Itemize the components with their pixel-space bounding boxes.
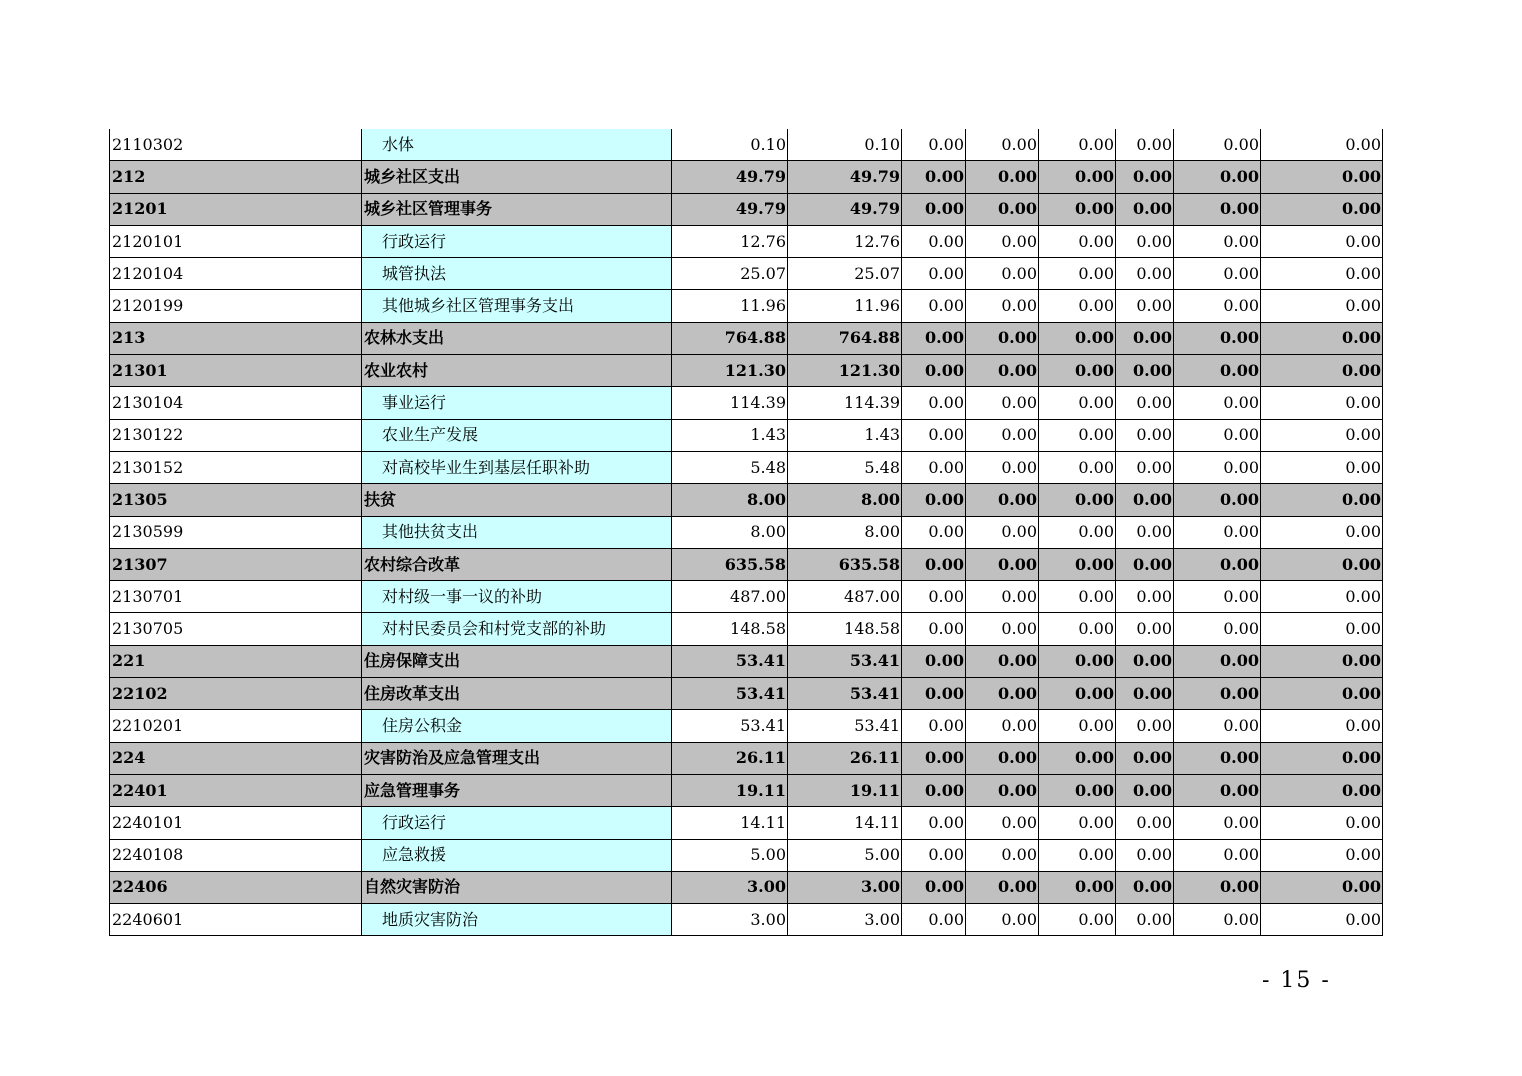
amount-cell: 0.00 — [1116, 322, 1174, 354]
amount-cell: 0.00 — [902, 613, 966, 645]
amount-cell: 148.58 — [672, 613, 788, 645]
amount-cell: 0.00 — [902, 355, 966, 387]
amount-cell: 0.00 — [1116, 645, 1174, 677]
amount-cell: 0.00 — [1261, 355, 1383, 387]
table-row — [110, 193, 1383, 225]
amount-cell: 0.00 — [1261, 548, 1383, 580]
amount-cell: 0.00 — [1116, 290, 1174, 322]
amount-cell: 3.00 — [672, 871, 788, 903]
amount-cell: 1.43 — [788, 419, 902, 451]
amount-cell: 53.41 — [672, 678, 788, 710]
amount-cell: 0.00 — [1174, 387, 1261, 419]
amount-cell: 0.00 — [902, 258, 966, 290]
amount-cell: 0.00 — [1174, 904, 1261, 936]
table-row — [110, 290, 1383, 322]
amount-cell: 764.88 — [672, 322, 788, 354]
table-row — [110, 581, 1383, 613]
subject-name: 行政运行 — [362, 807, 672, 839]
amount-cell: 0.00 — [966, 516, 1039, 548]
amount-cell: 0.00 — [902, 451, 966, 483]
amount-cell: 0.00 — [1116, 871, 1174, 903]
amount-cell: 0.00 — [1174, 451, 1261, 483]
amount-cell: 0.00 — [902, 322, 966, 354]
amount-cell: 0.00 — [902, 484, 966, 516]
amount-cell: 0.00 — [1116, 904, 1174, 936]
amount-cell: 11.96 — [788, 290, 902, 322]
amount-cell: 0.00 — [1261, 387, 1383, 419]
amount-cell: 0.00 — [1116, 516, 1174, 548]
amount-cell: 0.00 — [1039, 129, 1116, 161]
subject-code: 2120199 — [110, 290, 362, 322]
amount-cell: 0.00 — [1116, 419, 1174, 451]
amount-cell: 0.00 — [1174, 129, 1261, 161]
amount-cell: 0.00 — [1116, 710, 1174, 742]
subject-code: 224 — [110, 742, 362, 774]
amount-cell: 0.00 — [1039, 613, 1116, 645]
subject-name: 城管执法 — [362, 258, 672, 290]
amount-cell: 0.00 — [966, 774, 1039, 806]
table-row — [110, 225, 1383, 257]
amount-cell: 0.00 — [1039, 322, 1116, 354]
amount-cell: 5.00 — [672, 839, 788, 871]
amount-cell: 8.00 — [788, 516, 902, 548]
subject-code: 221 — [110, 645, 362, 677]
amount-cell: 0.00 — [966, 710, 1039, 742]
subject-code: 21201 — [110, 193, 362, 225]
subject-code: 2240601 — [110, 904, 362, 936]
amount-cell: 148.58 — [788, 613, 902, 645]
amount-cell: 0.00 — [966, 678, 1039, 710]
amount-cell: 0.00 — [1116, 129, 1174, 161]
subject-code: 2130599 — [110, 516, 362, 548]
amount-cell: 0.00 — [1039, 193, 1116, 225]
amount-cell: 8.00 — [672, 516, 788, 548]
amount-cell: 0.00 — [1116, 451, 1174, 483]
subject-name: 灾害防治及应急管理支出 — [362, 742, 672, 774]
amount-cell: 0.00 — [1261, 581, 1383, 613]
amount-cell: 0.00 — [966, 871, 1039, 903]
table-row — [110, 355, 1383, 387]
amount-cell: 0.00 — [966, 484, 1039, 516]
amount-cell: 0.00 — [902, 516, 966, 548]
amount-cell: 114.39 — [788, 387, 902, 419]
table-row — [110, 904, 1383, 936]
table-body — [110, 129, 1383, 936]
amount-cell: 0.00 — [1261, 710, 1383, 742]
subject-name: 行政运行 — [362, 225, 672, 257]
amount-cell: 0.00 — [1261, 807, 1383, 839]
amount-cell: 0.00 — [1174, 516, 1261, 548]
amount-cell: 0.00 — [1174, 742, 1261, 774]
amount-cell: 0.00 — [1039, 645, 1116, 677]
amount-cell: 25.07 — [672, 258, 788, 290]
subject-name: 对高校毕业生到基层任职补助 — [362, 451, 672, 483]
table-row — [110, 322, 1383, 354]
subject-code: 22401 — [110, 774, 362, 806]
amount-cell: 0.00 — [966, 258, 1039, 290]
amount-cell: 0.00 — [966, 807, 1039, 839]
amount-cell: 0.00 — [1174, 807, 1261, 839]
table-row — [110, 387, 1383, 419]
amount-cell: 0.00 — [1039, 161, 1116, 193]
table-row — [110, 742, 1383, 774]
amount-cell: 0.00 — [1261, 225, 1383, 257]
amount-cell: 0.00 — [1174, 645, 1261, 677]
amount-cell: 0.00 — [1116, 387, 1174, 419]
amount-cell: 0.00 — [1261, 419, 1383, 451]
subject-name: 对村级一事一议的补助 — [362, 581, 672, 613]
amount-cell: 0.00 — [902, 839, 966, 871]
subject-code: 21301 — [110, 355, 362, 387]
amount-cell: 0.00 — [902, 904, 966, 936]
amount-cell: 0.00 — [1261, 742, 1383, 774]
amount-cell: 0.00 — [1174, 581, 1261, 613]
subject-name: 城乡社区支出 — [362, 161, 672, 193]
amount-cell: 121.30 — [672, 355, 788, 387]
table-row — [110, 419, 1383, 451]
amount-cell: 0.00 — [1174, 484, 1261, 516]
amount-cell: 0.00 — [1174, 678, 1261, 710]
table-row — [110, 258, 1383, 290]
amount-cell: 0.00 — [1174, 871, 1261, 903]
amount-cell: 0.00 — [1039, 225, 1116, 257]
amount-cell: 0.00 — [902, 290, 966, 322]
table-row — [110, 774, 1383, 806]
amount-cell: 0.00 — [1261, 484, 1383, 516]
amount-cell: 0.00 — [1116, 548, 1174, 580]
amount-cell: 0.00 — [966, 322, 1039, 354]
amount-cell: 0.00 — [966, 225, 1039, 257]
subject-name: 农业农村 — [362, 355, 672, 387]
amount-cell: 0.00 — [1039, 839, 1116, 871]
amount-cell: 0.00 — [902, 678, 966, 710]
amount-cell: 0.00 — [1116, 742, 1174, 774]
amount-cell: 0.10 — [672, 129, 788, 161]
table-row — [110, 613, 1383, 645]
amount-cell: 0.00 — [902, 193, 966, 225]
subject-name: 农林水支出 — [362, 322, 672, 354]
subject-code: 2130705 — [110, 613, 362, 645]
amount-cell: 5.48 — [672, 451, 788, 483]
amount-cell: 0.00 — [1116, 839, 1174, 871]
amount-cell: 1.43 — [672, 419, 788, 451]
amount-cell: 12.76 — [672, 225, 788, 257]
amount-cell: 635.58 — [672, 548, 788, 580]
amount-cell: 114.39 — [672, 387, 788, 419]
amount-cell: 0.00 — [1261, 774, 1383, 806]
amount-cell: 49.79 — [672, 161, 788, 193]
amount-cell: 0.00 — [1116, 355, 1174, 387]
table-row — [110, 839, 1383, 871]
amount-cell: 53.41 — [788, 678, 902, 710]
amount-cell: 0.00 — [966, 613, 1039, 645]
subject-code: 2240101 — [110, 807, 362, 839]
amount-cell: 0.00 — [1261, 129, 1383, 161]
amount-cell: 0.00 — [1261, 322, 1383, 354]
amount-cell: 0.00 — [966, 161, 1039, 193]
amount-cell: 0.00 — [966, 581, 1039, 613]
amount-cell: 8.00 — [672, 484, 788, 516]
amount-cell: 0.00 — [1039, 258, 1116, 290]
amount-cell: 0.00 — [1174, 774, 1261, 806]
subject-name: 地质灾害防治 — [362, 904, 672, 936]
amount-cell: 0.00 — [1039, 290, 1116, 322]
amount-cell: 635.58 — [788, 548, 902, 580]
subject-name: 农业生产发展 — [362, 419, 672, 451]
amount-cell: 0.00 — [1116, 581, 1174, 613]
amount-cell: 0.00 — [902, 645, 966, 677]
amount-cell: 0.00 — [1039, 904, 1116, 936]
amount-cell: 0.00 — [1174, 613, 1261, 645]
amount-cell: 0.00 — [1174, 710, 1261, 742]
amount-cell: 0.00 — [902, 548, 966, 580]
amount-cell: 0.00 — [1039, 871, 1116, 903]
amount-cell: 0.00 — [902, 807, 966, 839]
amount-cell: 5.48 — [788, 451, 902, 483]
amount-cell: 764.88 — [788, 322, 902, 354]
subject-code: 2130122 — [110, 419, 362, 451]
amount-cell: 0.00 — [902, 161, 966, 193]
subject-name: 扶贫 — [362, 484, 672, 516]
subject-code: 22102 — [110, 678, 362, 710]
subject-code: 2130701 — [110, 581, 362, 613]
subject-code: 21305 — [110, 484, 362, 516]
table-row — [110, 451, 1383, 483]
subject-code: 2240108 — [110, 839, 362, 871]
amount-cell: 0.00 — [1174, 225, 1261, 257]
amount-cell: 0.00 — [966, 193, 1039, 225]
subject-code: 21307 — [110, 548, 362, 580]
amount-cell: 0.00 — [1039, 484, 1116, 516]
amount-cell: 49.79 — [788, 193, 902, 225]
amount-cell: 5.00 — [788, 839, 902, 871]
amount-cell: 0.00 — [1039, 710, 1116, 742]
amount-cell: 0.00 — [1261, 516, 1383, 548]
subject-name: 应急管理事务 — [362, 774, 672, 806]
amount-cell: 0.00 — [902, 742, 966, 774]
amount-cell: 3.00 — [672, 904, 788, 936]
subject-name: 水体 — [362, 129, 672, 161]
amount-cell: 0.00 — [966, 387, 1039, 419]
amount-cell: 0.00 — [902, 581, 966, 613]
table-row — [110, 710, 1383, 742]
amount-cell: 0.00 — [902, 419, 966, 451]
table-row — [110, 161, 1383, 193]
amount-cell: 0.00 — [1039, 516, 1116, 548]
amount-cell: 487.00 — [788, 581, 902, 613]
amount-cell: 0.00 — [1174, 355, 1261, 387]
table-row — [110, 807, 1383, 839]
amount-cell: 121.30 — [788, 355, 902, 387]
amount-cell: 26.11 — [788, 742, 902, 774]
amount-cell: 0.00 — [1261, 871, 1383, 903]
amount-cell: 0.00 — [1039, 742, 1116, 774]
amount-cell: 0.00 — [1174, 290, 1261, 322]
amount-cell: 0.00 — [902, 387, 966, 419]
amount-cell: 0.00 — [966, 839, 1039, 871]
amount-cell: 0.00 — [1039, 387, 1116, 419]
amount-cell: 0.00 — [1116, 225, 1174, 257]
amount-cell: 0.00 — [1261, 678, 1383, 710]
amount-cell: 0.00 — [1039, 678, 1116, 710]
amount-cell: 0.00 — [1261, 904, 1383, 936]
amount-cell: 0.00 — [966, 548, 1039, 580]
subject-name: 住房保障支出 — [362, 645, 672, 677]
table-row — [110, 129, 1383, 161]
amount-cell: 0.00 — [966, 904, 1039, 936]
subject-code: 212 — [110, 161, 362, 193]
amount-cell: 25.07 — [788, 258, 902, 290]
amount-cell: 0.00 — [1116, 193, 1174, 225]
amount-cell: 0.00 — [1116, 258, 1174, 290]
subject-name: 对村民委员会和村党支部的补助 — [362, 613, 672, 645]
table-row — [110, 484, 1383, 516]
amount-cell: 53.41 — [788, 710, 902, 742]
subject-name: 其他扶贫支出 — [362, 516, 672, 548]
amount-cell: 0.00 — [1174, 193, 1261, 225]
amount-cell: 0.00 — [966, 742, 1039, 774]
amount-cell: 0.00 — [1261, 161, 1383, 193]
subject-code: 213 — [110, 322, 362, 354]
amount-cell: 0.00 — [1174, 258, 1261, 290]
subject-code: 2120101 — [110, 225, 362, 257]
subject-name: 城乡社区管理事务 — [362, 193, 672, 225]
amount-cell: 0.00 — [1261, 193, 1383, 225]
amount-cell: 0.00 — [1039, 419, 1116, 451]
amount-cell: 53.41 — [672, 710, 788, 742]
amount-cell: 0.00 — [1174, 322, 1261, 354]
amount-cell: 0.00 — [1174, 839, 1261, 871]
subject-name: 农村综合改革 — [362, 548, 672, 580]
amount-cell: 0.00 — [966, 645, 1039, 677]
amount-cell: 0.00 — [1261, 613, 1383, 645]
amount-cell: 12.76 — [788, 225, 902, 257]
amount-cell: 0.00 — [966, 290, 1039, 322]
amount-cell: 0.00 — [1261, 645, 1383, 677]
amount-cell: 0.00 — [902, 710, 966, 742]
subject-name: 住房公积金 — [362, 710, 672, 742]
amount-cell: 0.00 — [1116, 161, 1174, 193]
amount-cell: 0.00 — [902, 129, 966, 161]
amount-cell: 26.11 — [672, 742, 788, 774]
subject-name: 其他城乡社区管理事务支出 — [362, 290, 672, 322]
amount-cell: 0.00 — [1116, 484, 1174, 516]
amount-cell: 0.00 — [1261, 451, 1383, 483]
table-row — [110, 678, 1383, 710]
amount-cell: 487.00 — [672, 581, 788, 613]
amount-cell: 14.11 — [788, 807, 902, 839]
amount-cell: 0.10 — [788, 129, 902, 161]
amount-cell: 0.00 — [1261, 839, 1383, 871]
amount-cell: 0.00 — [1261, 290, 1383, 322]
amount-cell: 53.41 — [672, 645, 788, 677]
subject-code: 2130152 — [110, 451, 362, 483]
subject-code: 2130104 — [110, 387, 362, 419]
amount-cell: 0.00 — [1039, 355, 1116, 387]
amount-cell: 0.00 — [966, 451, 1039, 483]
table-row — [110, 516, 1383, 548]
amount-cell: 0.00 — [1116, 678, 1174, 710]
amount-cell: 0.00 — [1039, 548, 1116, 580]
subject-code: 2120104 — [110, 258, 362, 290]
amount-cell: 0.00 — [902, 225, 966, 257]
subject-code: 2210201 — [110, 710, 362, 742]
amount-cell: 3.00 — [788, 904, 902, 936]
subject-name: 事业运行 — [362, 387, 672, 419]
amount-cell: 0.00 — [1116, 613, 1174, 645]
amount-cell: 49.79 — [672, 193, 788, 225]
table-row — [110, 645, 1383, 677]
amount-cell: 0.00 — [966, 419, 1039, 451]
amount-cell: 53.41 — [788, 645, 902, 677]
amount-cell: 0.00 — [1039, 451, 1116, 483]
amount-cell: 0.00 — [1116, 774, 1174, 806]
amount-cell: 0.00 — [902, 871, 966, 903]
subject-name: 应急救援 — [362, 839, 672, 871]
amount-cell: 3.00 — [788, 871, 902, 903]
amount-cell: 0.00 — [966, 129, 1039, 161]
table-row — [110, 548, 1383, 580]
subject-name: 住房改革支出 — [362, 678, 672, 710]
amount-cell: 49.79 — [788, 161, 902, 193]
amount-cell: 19.11 — [788, 774, 902, 806]
amount-cell: 0.00 — [1174, 548, 1261, 580]
amount-cell: 0.00 — [1039, 774, 1116, 806]
budget-table — [109, 129, 1383, 936]
amount-cell: 11.96 — [672, 290, 788, 322]
amount-cell: 0.00 — [1039, 581, 1116, 613]
amount-cell: 0.00 — [1174, 419, 1261, 451]
subject-code: 22406 — [110, 871, 362, 903]
amount-cell: 0.00 — [966, 355, 1039, 387]
table-row — [110, 871, 1383, 903]
subject-code: 2110302 — [110, 129, 362, 161]
amount-cell: 0.00 — [1174, 161, 1261, 193]
amount-cell: 0.00 — [1116, 807, 1174, 839]
amount-cell: 14.11 — [672, 807, 788, 839]
subject-name: 自然灾害防治 — [362, 871, 672, 903]
amount-cell: 0.00 — [1039, 807, 1116, 839]
amount-cell: 19.11 — [672, 774, 788, 806]
page-number: - 15 - — [1262, 968, 1331, 993]
amount-cell: 8.00 — [788, 484, 902, 516]
amount-cell: 0.00 — [1261, 258, 1383, 290]
amount-cell: 0.00 — [902, 774, 966, 806]
